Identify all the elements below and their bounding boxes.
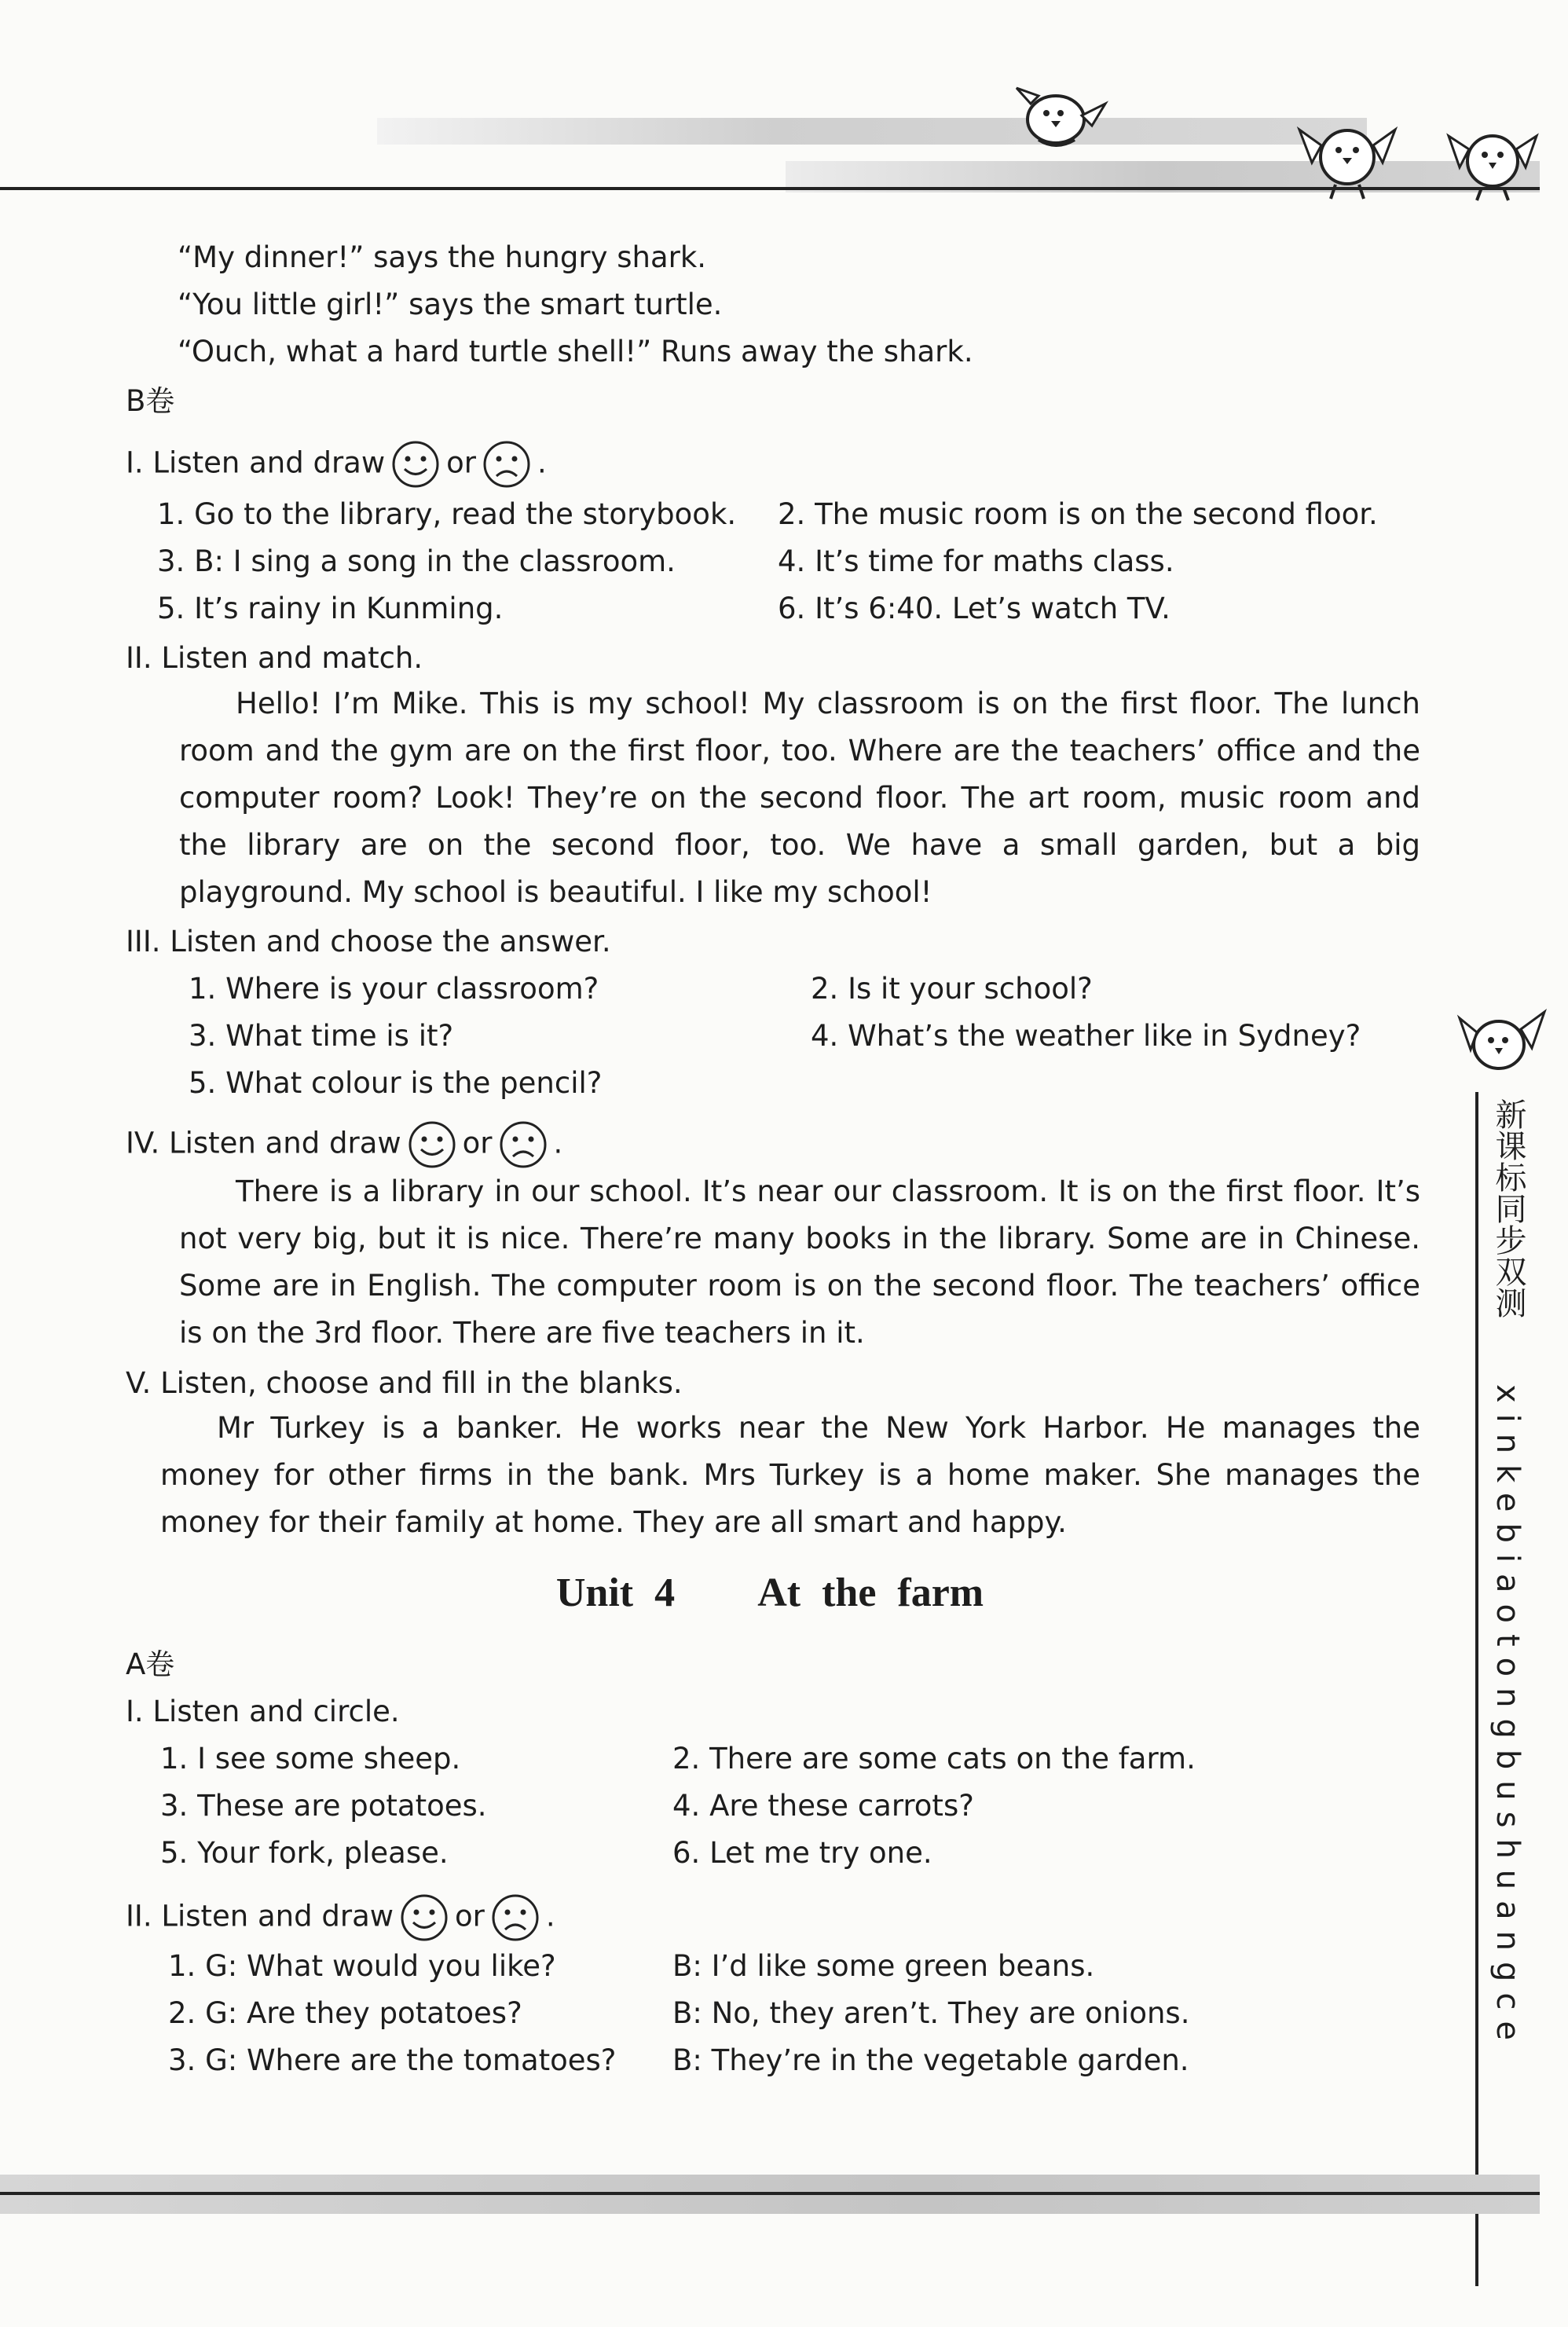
side-title-chinese: 新课标同步双测 (1490, 1098, 1526, 1318)
list-item: 3. What time is it? (189, 1019, 454, 1053)
side-title-pinyin: xinkebiaotongbushuangce (1489, 1384, 1526, 2052)
header-band-top (377, 118, 1367, 145)
bird-icon (1007, 72, 1109, 159)
story-line: “Ouch, what a hard turtle shell!” Runs away the shark. (178, 335, 973, 368)
sad-face-icon (491, 1893, 540, 1942)
list-item: 2. There are some cats on the farm. (672, 1742, 1196, 1775)
section-b2-passage: Hello! I’m Mike. This is my school! My classroom is on the first floor. The lunch room and the gym are on the first floor, too. Where are the teachers’ office and the computer room? Look! They’re on the second floor. The art room, music room and the library are on the second floor, too. We have a small garden, but a big playground. My school is beautiful. I like my school! (179, 687, 1420, 909)
period-text: . (553, 1126, 563, 1160)
dialogue-line: 1. G: What would you like? (168, 1949, 556, 1983)
section-b5-title: V. Listen, choose and fill in the blanks. (126, 1366, 683, 1400)
list-item: 1. Go to the library, read the storybook. (157, 497, 737, 531)
section-b3-title: III. Listen and choose the answer. (126, 925, 611, 958)
unit-title: Unit 4 At the farm (555, 1570, 984, 1615)
dialogue-line: B: No, they aren’t. They are onions. (672, 1996, 1190, 2030)
story-line: “My dinner!” says the hungry shark. (178, 240, 707, 274)
dialogue-line: 2. G: Are they potatoes? (168, 1996, 522, 2030)
dialogue-line: B: I’d like some green beans. (672, 1949, 1095, 1983)
list-item: 3. These are potatoes. (160, 1789, 487, 1823)
list-item: 2. Is it your school? (811, 972, 1093, 1006)
section-b4-passage: There is a library in our school. It’s near our classroom. It is on the first floor. It’s not very big, but it is nice. There’re many books in the library. Some are in Chinese. Some are in English. The computer room is on the second floor. The teachers’ office is on the 3rd floor. There are five teachers in it. (179, 1174, 1420, 1350)
section-b4-title (126, 1120, 562, 1169)
or-text: or (462, 1126, 493, 1160)
list-item: 1. Where is your classroom? (189, 972, 599, 1006)
story-line: “You little girl!” says the smart turtle. (178, 288, 723, 321)
list-item: 5. It’s rainy in Kunming. (157, 592, 504, 625)
or-text: or (455, 1899, 485, 1933)
part-a-label: A卷 (126, 1647, 175, 1681)
bird-icon (1455, 998, 1548, 1084)
list-item: 2. The music room is on the second floor. (778, 497, 1378, 531)
section-b2-title: II. Listen and match. (126, 641, 423, 675)
list-item: 5. Your fork, please. (160, 1836, 449, 1870)
list-item: 6. Let me try one. (672, 1836, 932, 1870)
section-b1-title (126, 440, 547, 489)
part-b-label: B卷 (126, 384, 175, 418)
or-text: or (446, 445, 476, 480)
section-a2-title (126, 1893, 555, 1942)
list-item: 1. I see some sheep. (160, 1742, 461, 1775)
list-item: 5. What colour is the pencil? (189, 1066, 603, 1100)
period-text: . (537, 445, 547, 480)
period-text: . (545, 1899, 555, 1933)
list-item: 4. It’s time for maths class. (778, 544, 1174, 578)
smiley-face-icon (391, 440, 440, 489)
list-item: 4. Are these carrots? (672, 1789, 974, 1823)
section-title-text: IV. Listen and draw (126, 1126, 401, 1160)
footer-rule (0, 2192, 1540, 2195)
dialogue-line: 3. G: Where are the tomatoes? (168, 2043, 617, 2077)
smiley-face-icon (408, 1120, 456, 1169)
dialogue-line: B: They’re in the vegetable garden. (672, 2043, 1189, 2077)
bird-icon (1445, 114, 1540, 204)
bird-icon (1296, 106, 1398, 204)
sad-face-icon (482, 440, 531, 489)
smiley-face-icon (400, 1893, 449, 1942)
section-a1-title: I. Listen and circle. (126, 1695, 400, 1728)
section-title-text: I. Listen and draw (126, 445, 386, 480)
list-item: 6. It’s 6:40. Let’s watch TV. (778, 592, 1171, 625)
section-title-text: II. Listen and draw (126, 1899, 394, 1933)
list-item: 3. B: I sing a song in the classroom. (157, 544, 676, 578)
section-b5-passage: Mr Turkey is a banker. He works near the New York Harbor. He manages the money for other firms in the bank. Mrs Turkey is a home maker. She manages the money for their family at home. They are all smart and happy. (160, 1411, 1420, 1539)
sad-face-icon (499, 1120, 548, 1169)
side-tab-rule (1475, 1092, 1478, 2286)
list-item: 4. What’s the weather like in Sydney? (811, 1019, 1361, 1053)
